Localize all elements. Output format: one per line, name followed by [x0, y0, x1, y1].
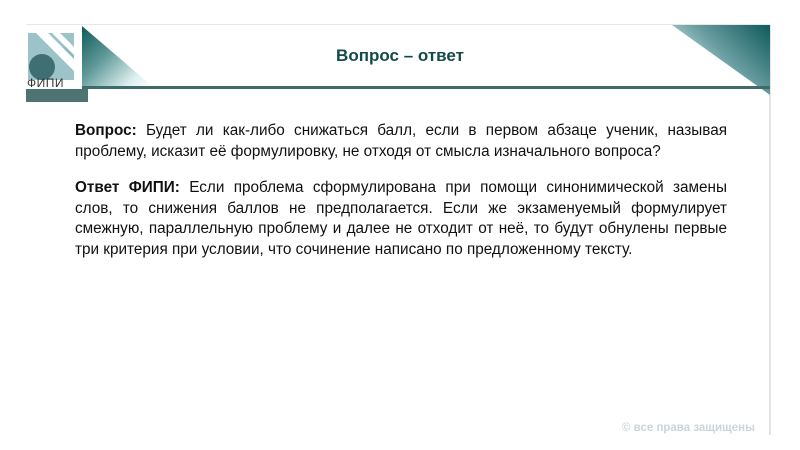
- question-label: Вопрос:: [75, 122, 137, 139]
- copyright: © все права защищены: [622, 422, 755, 434]
- question: [75, 121, 727, 162]
- question-text: Будет ли как-либо снижаться балл, если в первом абзаце ученик, называя проблему, исказит её формулировку, не отходя от смысла изначального вопроса?: [75, 122, 727, 160]
- answer-text: Если проблема сформулирована при помощи синонимической замены слов, то снижения баллов не предполагается. Если же экзаменуемый формулирует смежную, параллельную проблему и далее не отходит от неё, то будут обнулены первые три критерия при условии, что сочинение написано по предложенному тексту.: [75, 179, 727, 258]
- qa-content: [75, 121, 727, 276]
- logo-text: ФИПИ: [27, 76, 64, 90]
- answer: [75, 178, 727, 260]
- header-top-border: [26, 24, 770, 25]
- answer-label: Ответ ФИПИ:: [75, 179, 180, 196]
- header-divider: [82, 86, 770, 89]
- logo-shadow: [26, 89, 88, 102]
- page-title: Вопрос – ответ: [336, 46, 464, 65]
